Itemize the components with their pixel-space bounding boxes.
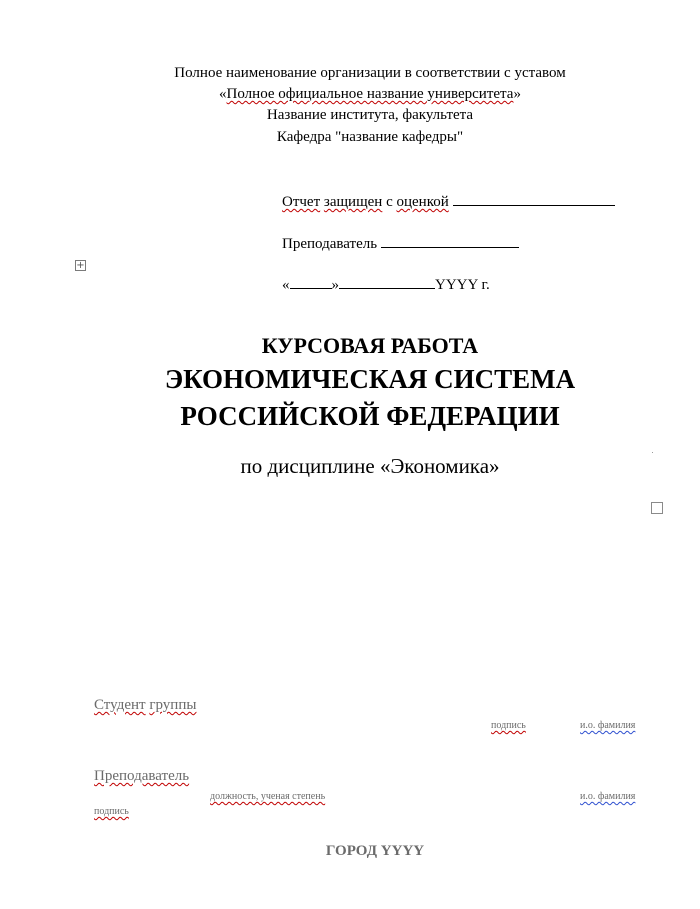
institute-name: Название института, факультета (266, 107, 474, 123)
teacher-line (282, 233, 519, 254)
student-group-label (94, 697, 196, 714)
report-word: Отчет (282, 194, 321, 210)
date-quote-open: « (282, 277, 290, 293)
university-name (0, 84, 700, 104)
city-year: ГОРОД YYYY (325, 843, 425, 859)
group-word: группы (149, 697, 197, 713)
university-name-text: Полное официальное название университета (226, 86, 514, 102)
with-word: с (386, 194, 393, 210)
student-signature-caption: подпись (491, 720, 526, 731)
quote-close: » (513, 86, 521, 102)
month-blank[interactable] (339, 274, 435, 289)
move-handle-icon[interactable]: + (76, 260, 85, 271)
protected-word: защищен (323, 194, 383, 210)
organization-name: Полное наименование организации в соответствии с уставом (174, 65, 566, 81)
grade-word: оценкой (396, 194, 449, 210)
topic-title-line1: ЭКОНОМИЧЕСКАЯ СИСТЕМА (164, 364, 576, 394)
student-word: Студент (94, 697, 146, 713)
discipline-line: по дисциплине «Экономика» (240, 454, 500, 478)
teacher-label: Преподаватель (282, 236, 378, 252)
stray-dot (652, 452, 653, 453)
date-line (282, 274, 490, 295)
quote-open: « (219, 86, 227, 102)
position-caption: должность, ученая степень (210, 791, 326, 802)
date-quote-close: » (331, 277, 339, 293)
teacher-blank[interactable] (381, 233, 519, 248)
teacher-signature-caption: подпись (94, 806, 129, 817)
teacher-signature-label: Преподаватель (94, 768, 190, 784)
department-name: Кафедра "название кафедры" (276, 129, 464, 145)
teacher-fio-caption: и.о. фамилия (580, 791, 636, 802)
work-type-title: КУРСОВАЯ РАБОТА (261, 333, 479, 358)
day-blank[interactable] (290, 274, 332, 289)
topic-title-line2: РОССИЙСКОЙ ФЕДЕРАЦИИ (180, 401, 560, 431)
report-grade-line (282, 191, 615, 212)
grade-blank[interactable] (453, 191, 615, 206)
year-text: YYYY г. (435, 277, 490, 293)
student-fio-caption: и.о. фамилия (580, 720, 636, 731)
checkbox-icon[interactable] (651, 502, 663, 514)
